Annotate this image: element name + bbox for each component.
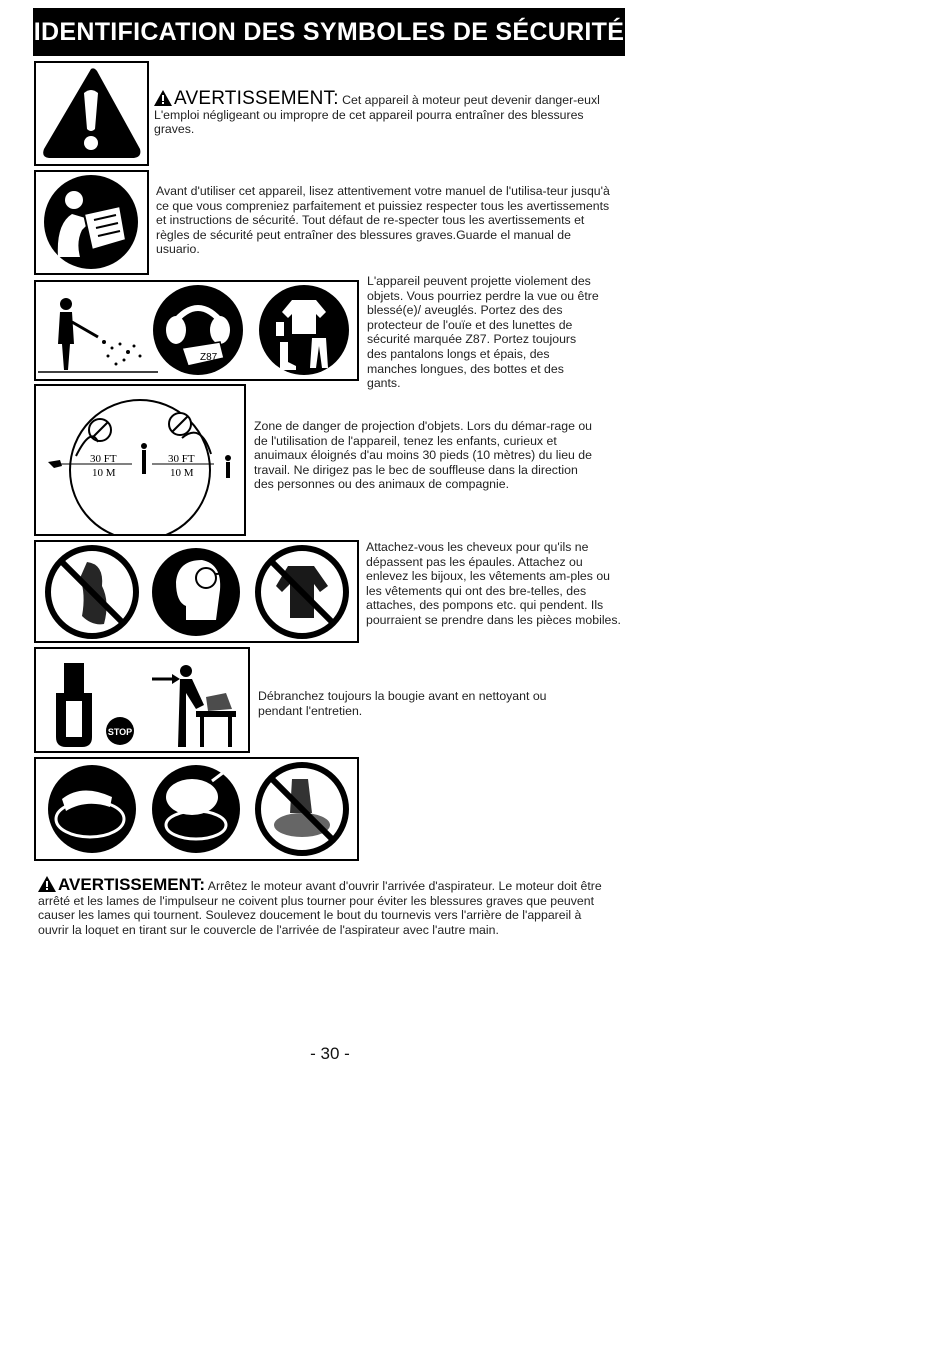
hair-clothing-box [34, 540, 359, 643]
warning-triangle-icon [154, 90, 172, 106]
warning-2-text: Arrêtez le moteur avant d'ouvrir l'arrivée d'aspirateur. Le moteur doit être arrêté et les lames de l'impulseur ne coivent plus tourner pour éviter les blessures graves que peuvent causer les lames qui tournent. Soulevez doucement le bout du tournevis vers l'arrière de l'appareil à ouvrir la loquet en tirant sur le couvercle de l'arrivée de l'aspirateur avec l'autre main. [38, 879, 602, 937]
danger-zone-text: Zone de danger de projection d'objets. Lors du démar-rage ou de l'utilisation de l'appareil, tenez les enfants, curieux et anuimaux éloignés d'au moins 30 pieds (10 mètres) du lieu de travail. Ne dirigez pas le bec de souffleuse dans la direction des personnes ou des animaux de compagnie. [254, 419, 592, 492]
danger-zone-box [34, 384, 246, 536]
right-distance-m: 10 M [170, 467, 194, 479]
page-number: - 30 - [310, 1044, 350, 1063]
read-manual-icon [36, 172, 147, 273]
warning-1-text-block [154, 90, 609, 137]
read-manual-box [34, 170, 149, 275]
impeller-box [34, 757, 359, 861]
warning-1-label: AVERTISSEMENT: [174, 88, 339, 109]
manual-text: Avant d'utiliser cet appareil, lisez attentivement votre manuel de l'utilisa-teur jusqu'à ce que vous compreniez parfaitement et puissiez respecter tous les avertissements et instructions de sécurité. Tout défaut de re-specter tous les avertissements et règles de sécurité peut entraîner des blessures graves.Guarde el manual de usuario. [156, 184, 610, 257]
hearing-eye-protection-icon [148, 282, 248, 379]
debris-operator-icon [38, 282, 158, 379]
protection-box [34, 280, 359, 381]
no-loose-clothing-icon [252, 542, 352, 641]
no-hand-impeller-icon [252, 759, 352, 859]
left-distance-ft: 30 FT [90, 453, 117, 465]
right-distance-ft: 30 FT [168, 453, 195, 465]
spark-plug-disconnect-icon [36, 649, 248, 751]
page-title: IDENTIFICATION DES SYMBOLES DE SÉCURITÉ [33, 8, 625, 56]
danger-zone-diagram-icon [36, 386, 244, 534]
warning-triangle-icon [38, 876, 56, 892]
warning-symbol-box [34, 61, 149, 166]
spark-plug-box [34, 647, 250, 753]
stop-sign-label: STOP [107, 727, 133, 737]
protective-clothing-icon [254, 282, 354, 379]
impeller-cover-icon [146, 759, 246, 859]
no-loose-hair-icon [42, 542, 142, 641]
tied-hair-icon [146, 542, 246, 641]
impeller-hand-icon [42, 759, 142, 859]
z87-goggle-label: Z87 [200, 352, 218, 363]
warning-1-text: Cet appareil à moteur peut devenir danger-euxl L'emploi négligeant ou impropre de cet appareil pourra entraîner des blessures graves. [154, 93, 600, 137]
warning-2-text-block [38, 876, 612, 937]
warning-2-label: AVERTISSEMENT: [58, 875, 206, 894]
left-distance-m: 10 M [92, 467, 116, 479]
warning-triangle-icon [36, 63, 147, 164]
hair-clothing-text: Attachez-vous les cheveux pour qu'ils ne dépassent pas les épaules. Attachez ou enlevez les bijoux, les vêtements am-ples ou les vêtements qui ont des bre-telles, des attaches, des pompons etc. qui pendent. Ils pourraient se prendre dans les pièces mobiles. [366, 540, 621, 627]
protection-text: L'appareil peuvent projette violement des objets. Vous pourriez perdre la vue ou être blessé(e)/ aveuglés. Portez des des protecteur de l'ouïe et des lunettes de sécurité marquée Z87. Portez toujours des pantalons longs et épais, des manches longues, des bottes et des gants. [367, 274, 599, 391]
spark-plug-text: Débranchez toujours la bougie avant en nettoyant ou pendant l'entretien. [258, 689, 547, 718]
